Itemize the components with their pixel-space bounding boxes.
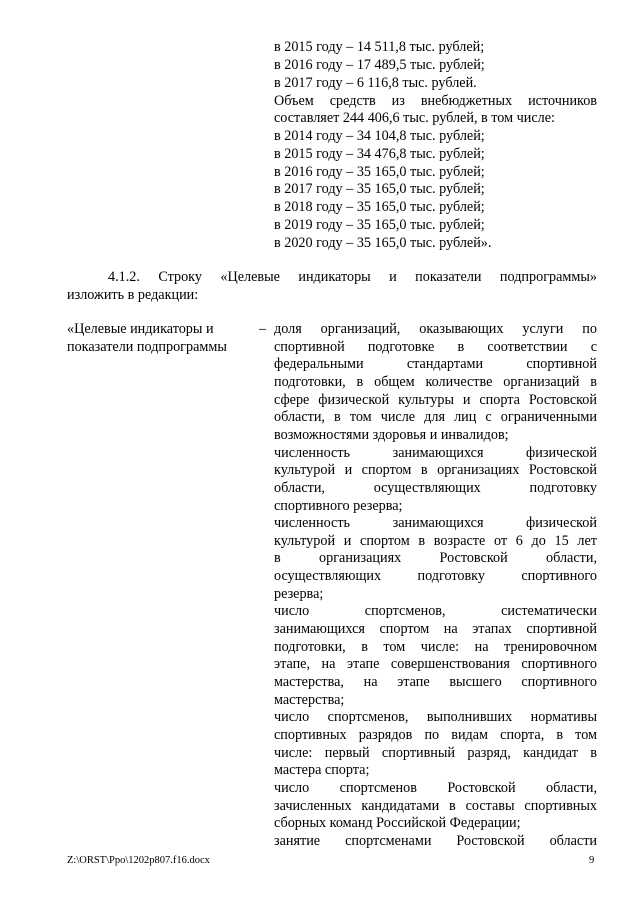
indicator-line: федеральными стандартами спортивной	[274, 356, 597, 373]
indicator-line: доля организаций, оказывающих услуги по	[274, 321, 597, 337]
extra-budget-total: составляет 244 406,6 тыс. рублей, в том числе:	[274, 110, 555, 126]
indicator-line: сборных команд Российской Федерации;	[274, 815, 521, 832]
indicator-line: области, осуществляющих подготовку	[274, 479, 597, 496]
section-line: изложить в редакции:	[67, 287, 199, 303]
year-line: в 2017 году – 35 165,0 тыс. рублей;	[274, 181, 485, 197]
row-label: показатели подпрограммы	[67, 339, 227, 355]
indicator-line: число спортсменов, систематически	[274, 603, 597, 620]
indicator-line: численность занимающихся физической	[274, 515, 597, 532]
indicator-line: культурой и спортом в организациях Ростовской	[274, 462, 597, 479]
funding-line: в 2016 году – 17 489,5 тыс. рублей;	[274, 57, 485, 73]
indicator-line: спортивных разрядов по видам спорта, в том	[274, 726, 597, 743]
indicator-line: число спортсменов Ростовской области,	[274, 779, 597, 796]
indicator-line: спортивной подготовке в соответствии с	[274, 338, 597, 355]
indicator-line: спортивного резерва;	[274, 497, 403, 514]
indicator-line: зачисленных кандидатами в составы спортивных	[274, 797, 597, 814]
indicator-line: число спортсменов, выполнивших нормативы	[274, 709, 597, 726]
year-line: в 2016 году – 35 165,0 тыс. рублей;	[274, 164, 485, 180]
indicator-line: мастерства;	[274, 691, 345, 708]
year-line: в 2020 году – 35 165,0 тыс. рублей».	[274, 235, 492, 251]
indicator-line: области, в том числе для лиц с ограниченными	[274, 409, 597, 426]
page-number: 9	[589, 855, 595, 866]
indicator-line: подготовки, в общем количестве организаций в	[274, 373, 597, 390]
year-line: в 2018 году – 35 165,0 тыс. рублей;	[274, 199, 485, 215]
extra-budget-heading: Объем средств из внебюджетных источников	[274, 93, 597, 109]
row-label: «Целевые индикаторы и	[67, 321, 214, 337]
indicator-line: занятие спортсменами Ростовской области	[274, 832, 597, 849]
indicator-line: мастерства, на этапе высшего спортивного	[274, 674, 597, 690]
year-line: в 2015 году – 34 476,8 тыс. рублей;	[274, 146, 485, 162]
year-line: в 2014 году – 34 104,8 тыс. рублей;	[274, 128, 485, 144]
funding-line: в 2015 году – 14 511,8 тыс. рублей;	[274, 39, 485, 55]
section-line: 4.1.2. Строку «Целевые индикаторы и показатели подпрограммы»	[108, 269, 597, 285]
indicator-line: численность занимающихся физической	[274, 444, 597, 461]
indicator-line: числе: первый спортивный разряд, кандидат в	[274, 744, 597, 761]
indicator-line: резерва;	[274, 585, 324, 602]
indicator-line: осуществляющих подготовку спортивного	[274, 568, 597, 585]
indicator-line: возможностями здоровья и инвалидов;	[274, 426, 509, 443]
indicator-line: мастера спорта;	[274, 762, 370, 779]
dash-separator: –	[259, 321, 267, 337]
indicator-line: этапе, на этапе совершенствования спортивного	[274, 656, 597, 673]
indicator-line: культурой и спортом в возрасте от 6 до 15 лет	[274, 532, 597, 549]
file-path: Z:\ORST\Ppo\1202p807.f16.docx	[67, 855, 210, 866]
funding-line: в 2017 году – 6 116,8 тыс. рублей.	[274, 75, 477, 91]
indicator-line: в организациях Ростовской области,	[274, 550, 597, 567]
indicator-line: подготовки, в том числе: на тренировочном	[274, 638, 597, 655]
year-line: в 2019 году – 35 165,0 тыс. рублей;	[274, 217, 485, 233]
indicator-line: сфере физической культуры и спорта Ростовской	[274, 391, 597, 408]
indicator-line: занимающихся спортом на этапах спортивной	[274, 621, 597, 638]
